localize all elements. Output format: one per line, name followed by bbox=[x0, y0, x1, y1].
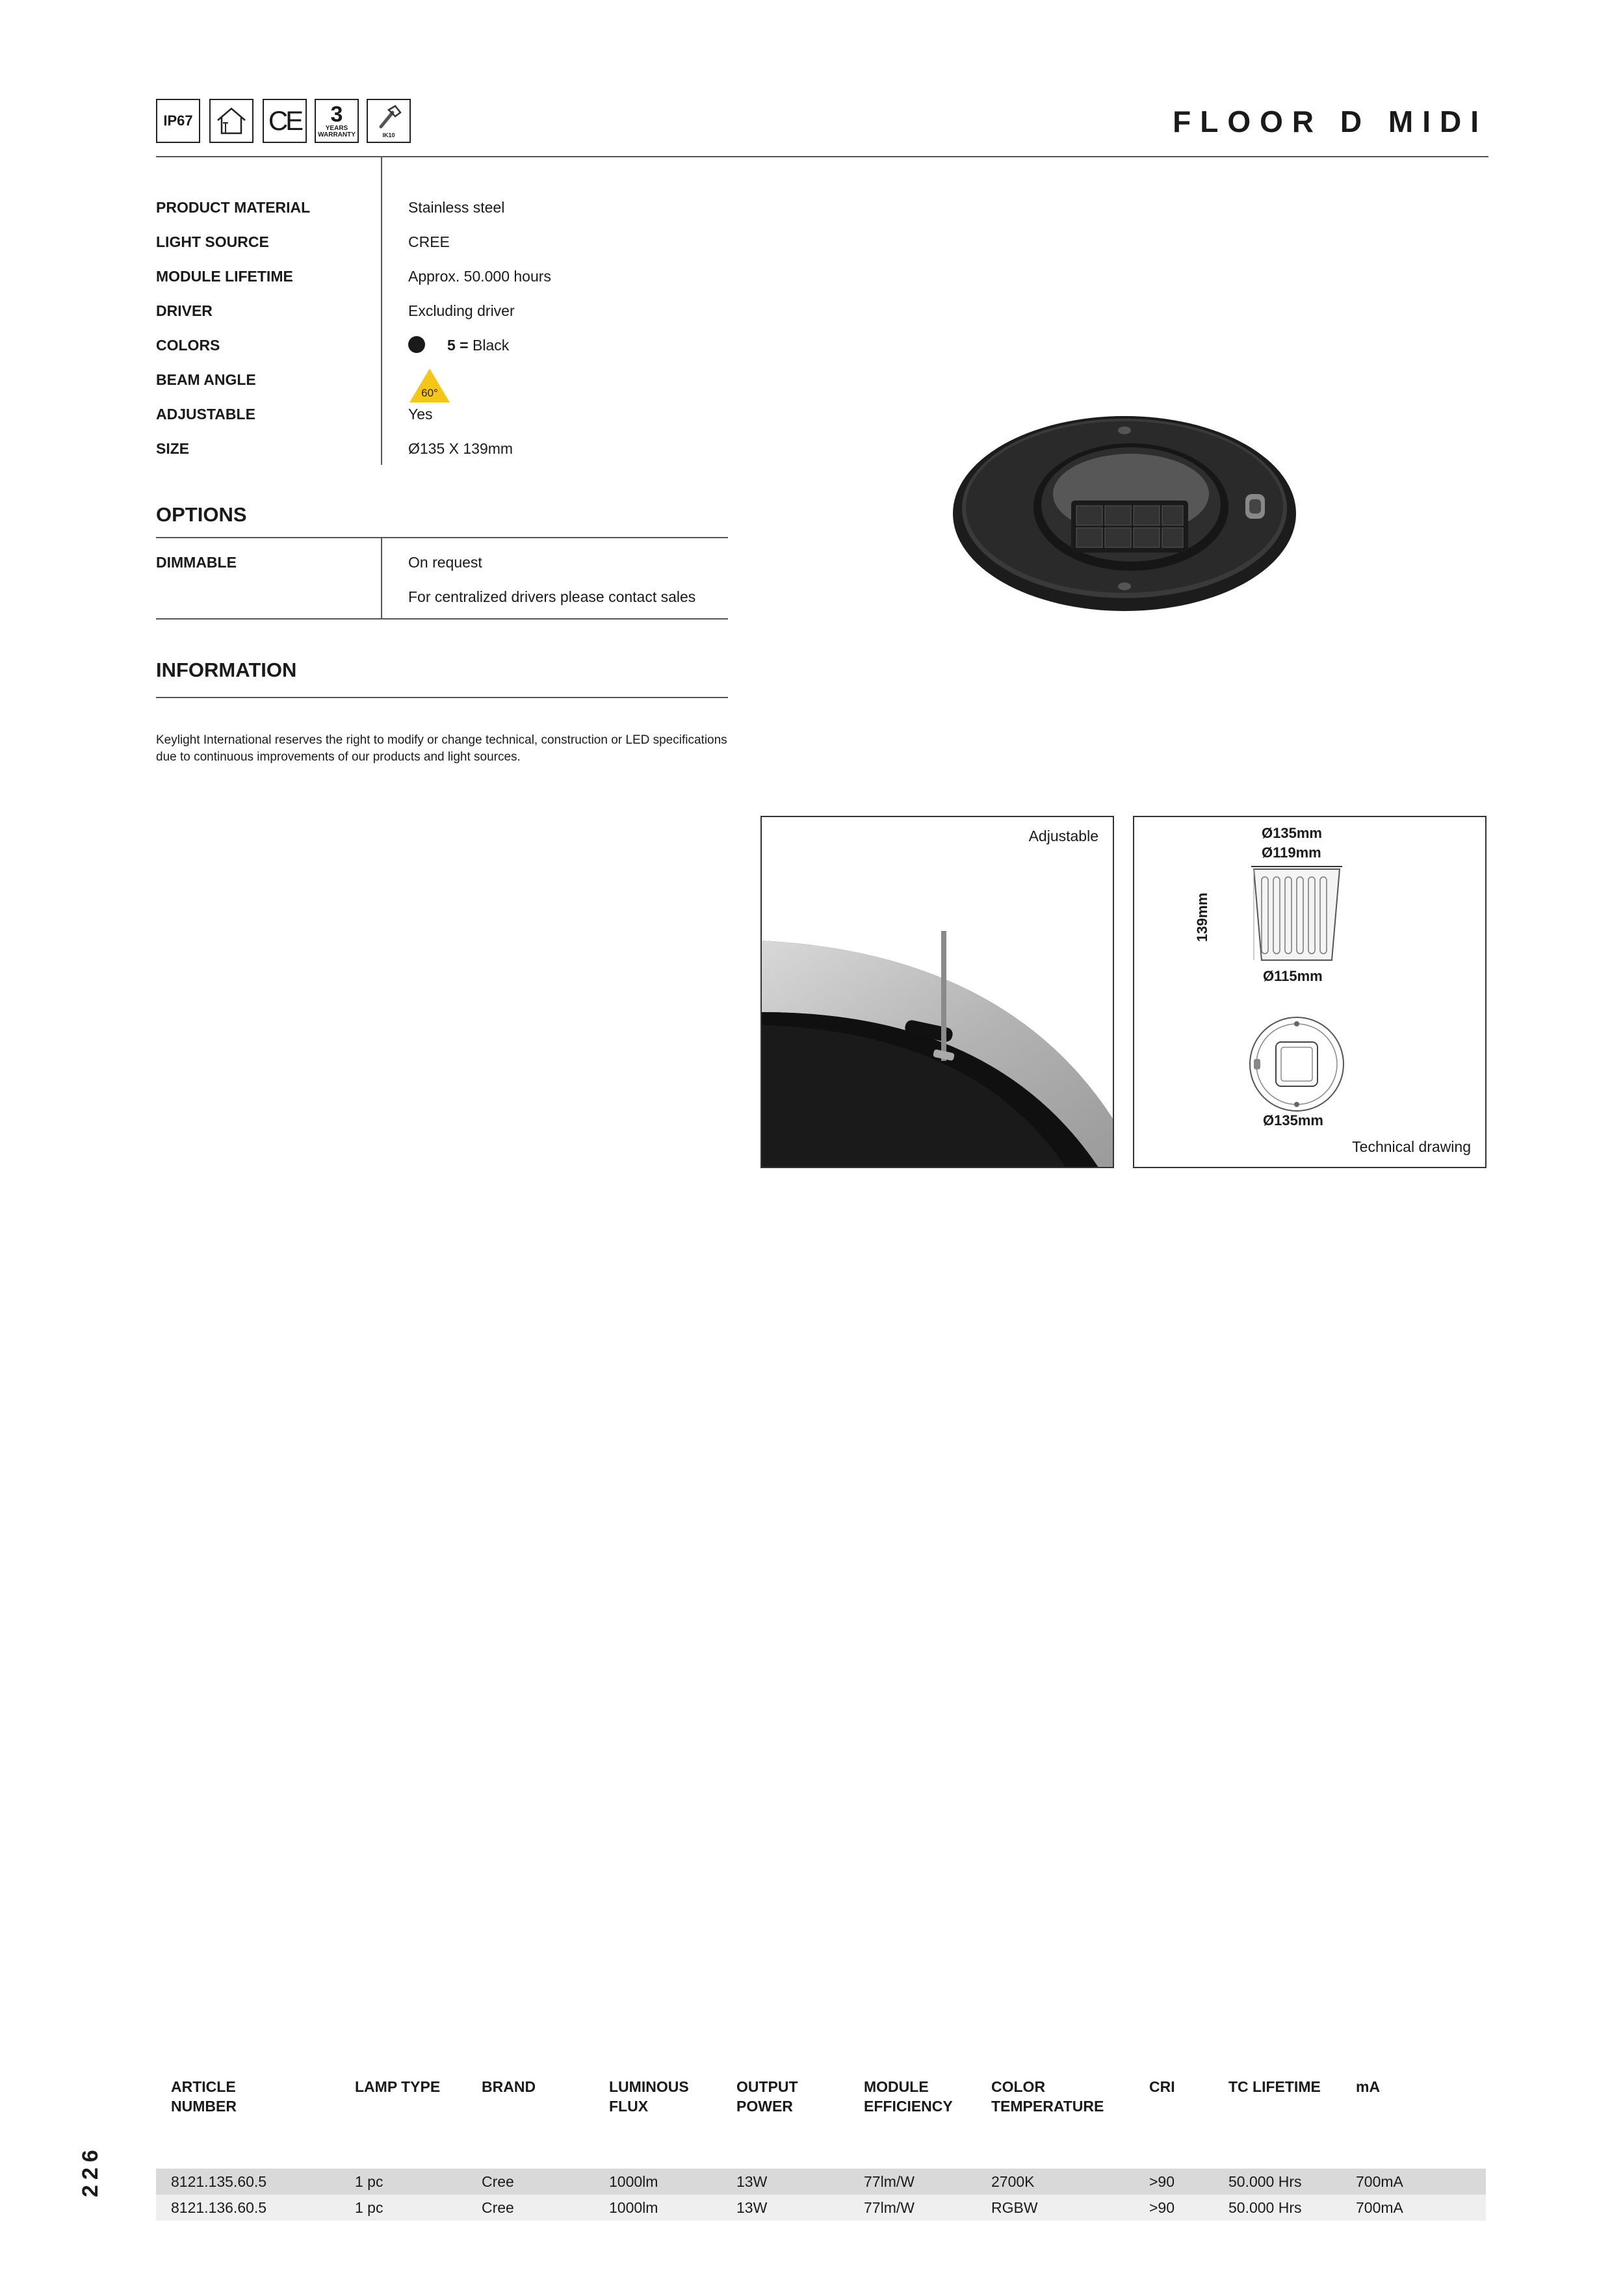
cell-tc-lifetime: 50.000 Hrs bbox=[1228, 2173, 1302, 2190]
spec-value: Approx. 50.000 hours bbox=[408, 268, 551, 285]
option-label: DIMMABLE bbox=[156, 554, 237, 571]
beam-angle-value: 60° bbox=[421, 387, 438, 399]
table-row bbox=[156, 2169, 1486, 2195]
options-divider-top bbox=[156, 537, 728, 538]
ip67-text: IP67 bbox=[163, 112, 193, 129]
spec-label: PRODUCT MATERIAL bbox=[156, 199, 311, 216]
spec-label: ADJUSTABLE bbox=[156, 406, 255, 423]
spec-row-lifetime bbox=[156, 268, 728, 302]
indoor-outdoor-house-icon bbox=[209, 99, 253, 143]
spec-row-beam-angle bbox=[156, 371, 728, 406]
ce-mark-badge bbox=[263, 99, 307, 143]
impact-text: IK10 bbox=[382, 132, 395, 138]
product-photo bbox=[949, 397, 1300, 624]
cell-article-number: 8121.135.60.5 bbox=[171, 2173, 267, 2190]
options-divider-bottom bbox=[156, 618, 728, 620]
information-text: Keylight International reserves the right to modify or change technical, construction or LED specifications due to continuous improvements of our products and light sources. bbox=[156, 733, 727, 764]
header-module-efficiency: MODULE EFFICIENCY bbox=[864, 2078, 953, 2115]
option-value-2: For centralized drivers please contact sales bbox=[408, 588, 696, 605]
header-divider bbox=[156, 156, 1488, 157]
cell-module-efficiency: 77lm/W bbox=[864, 2173, 915, 2190]
hammer-icon bbox=[374, 103, 403, 132]
header-output-power: OUTPUT POWER bbox=[736, 2078, 798, 2115]
spec-label: BEAM ANGLE bbox=[156, 371, 256, 388]
black-color-swatch bbox=[408, 336, 425, 353]
cell-cri: >90 bbox=[1149, 2173, 1175, 2190]
spec-value: Stainless steel bbox=[408, 199, 505, 216]
header-tc-lifetime: TC LIFETIME bbox=[1228, 2078, 1321, 2095]
spec-label: DRIVER bbox=[156, 302, 213, 319]
header-article-number: ARTICLE NUMBER bbox=[171, 2078, 237, 2115]
header-ma: mA bbox=[1356, 2078, 1381, 2095]
header-cri: CRI bbox=[1149, 2078, 1175, 2095]
cell-brand: Cree bbox=[482, 2199, 514, 2216]
color-name: Black bbox=[473, 337, 510, 354]
cell-lamp-type: 1 pc bbox=[355, 2199, 383, 2216]
adjustable-photo bbox=[762, 817, 1114, 1168]
spec-label: COLORS bbox=[156, 337, 220, 354]
page-number: 226 bbox=[78, 2145, 103, 2197]
header-color-temperature: COLOR TEMPERATURE bbox=[991, 2078, 1104, 2115]
cell-brand: Cree bbox=[482, 2173, 514, 2190]
warranty-number: 3 bbox=[330, 102, 343, 127]
dim-top-inner: Ø119mm bbox=[1262, 844, 1321, 861]
option-value-1: On request bbox=[408, 554, 482, 571]
cell-article-number: 8121.136.60.5 bbox=[171, 2199, 267, 2216]
spec-row-driver bbox=[156, 302, 728, 337]
house-icon bbox=[214, 103, 249, 138]
spec-label: LIGHT SOURCE bbox=[156, 233, 269, 250]
cell-color-temperature: RGBW bbox=[991, 2199, 1038, 2216]
dim-height: 139mm bbox=[1194, 893, 1210, 942]
header-brand: BRAND bbox=[482, 2078, 536, 2095]
color-code: 5 = bbox=[447, 337, 469, 354]
dim-top-outer: Ø135mm bbox=[1262, 825, 1322, 841]
information-divider bbox=[156, 697, 728, 698]
options-title: OPTIONS bbox=[156, 503, 247, 526]
warranty-years: YEARS bbox=[325, 125, 348, 132]
adjustable-caption: Adjustable bbox=[1028, 828, 1098, 844]
spec-row-colors bbox=[156, 337, 728, 371]
cell-ma: 700mA bbox=[1356, 2199, 1403, 2216]
cell-color-temperature: 2700K bbox=[991, 2173, 1035, 2190]
spec-row-size bbox=[156, 440, 728, 475]
spec-value-color bbox=[408, 337, 509, 354]
adjustable-photo-box bbox=[760, 816, 1114, 1168]
table-row bbox=[156, 2195, 1486, 2221]
technical-drawing-caption: Technical drawing bbox=[1352, 1138, 1471, 1155]
spec-value: Yes bbox=[408, 406, 433, 423]
cell-output-power: 13W bbox=[736, 2199, 768, 2216]
spec-value: CREE bbox=[408, 233, 450, 250]
spec-row-adjustable bbox=[156, 406, 728, 440]
ip67-badge bbox=[156, 99, 200, 143]
cell-lamp-type: 1 pc bbox=[355, 2173, 383, 2190]
cell-luminous-flux: 1000lm bbox=[609, 2173, 658, 2190]
cell-tc-lifetime: 50.000 Hrs bbox=[1228, 2199, 1302, 2216]
dim-plan: Ø135mm bbox=[1263, 1112, 1323, 1128]
cell-module-efficiency: 77lm/W bbox=[864, 2199, 915, 2216]
spec-value: Excluding driver bbox=[408, 302, 515, 319]
header-lamp-type: LAMP TYPE bbox=[355, 2078, 441, 2095]
warranty-label: WARRANTY bbox=[318, 131, 356, 138]
spec-label: SIZE bbox=[156, 440, 190, 457]
product-title: FLOOR D MIDI bbox=[1173, 105, 1488, 138]
cell-cri: >90 bbox=[1149, 2199, 1175, 2216]
spec-row-light-source bbox=[156, 233, 728, 268]
technical-drawing-box bbox=[1133, 816, 1487, 1168]
option-row-dimmable bbox=[156, 554, 728, 588]
beam-angle-icon bbox=[408, 367, 451, 404]
cell-luminous-flux: 1000lm bbox=[609, 2199, 658, 2216]
cell-ma: 700mA bbox=[1356, 2173, 1403, 2190]
spec-value: Ø135 X 139mm bbox=[408, 440, 513, 457]
warranty-badge bbox=[315, 99, 359, 143]
spec-label: MODULE LIFETIME bbox=[156, 268, 293, 285]
information-title: INFORMATION bbox=[156, 659, 297, 681]
cell-output-power: 13W bbox=[736, 2173, 768, 2190]
impact-badge bbox=[367, 99, 411, 143]
ce-text: CE bbox=[268, 105, 302, 136]
spec-row-material bbox=[156, 199, 728, 233]
header-luminous-flux: LUMINOUS FLUX bbox=[609, 2078, 689, 2115]
dim-bottom: Ø115mm bbox=[1263, 968, 1323, 984]
